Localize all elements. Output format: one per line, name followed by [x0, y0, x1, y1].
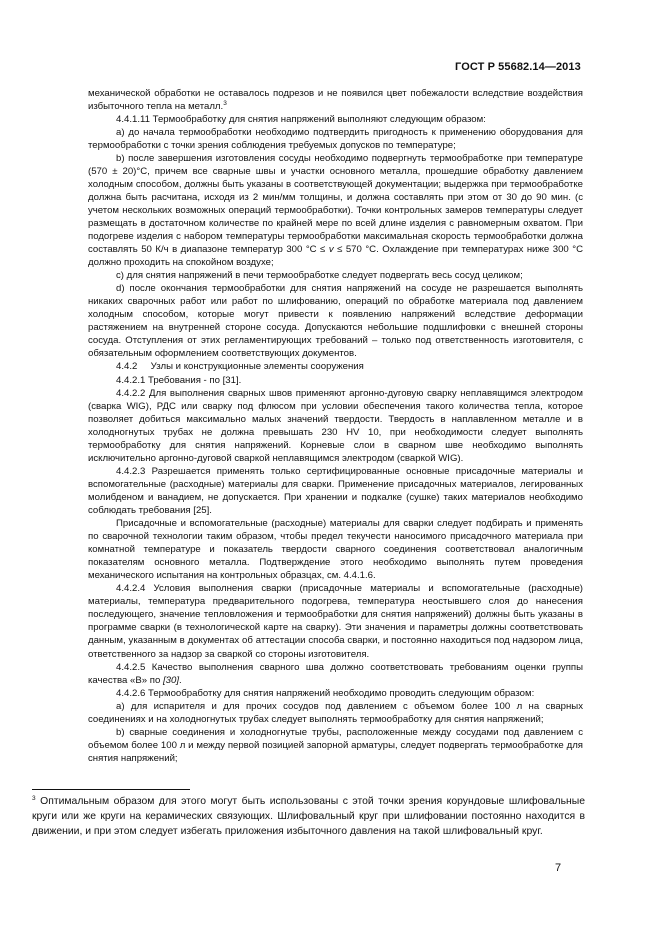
list-item-a-2: a) для испарителя и для прочих сосудов под давлением с объемом более 100 л на сварных соединениях и на холодногнутых трубах следует выполнять термообработку для снятия напряжений; [88, 700, 583, 725]
filler-materials-paragraph: Присадочные и вспомогательные (расходные) материалы для сварки следует подбирать и применять по сварочной технологии таким образом, чтобы предел текучести наносимого присадочного материала при комнатной температуре и показатель твердости сварного соединения соответствовал аналогичным показателям основного металла. Подтверждение этого необходимо выполнять путем проведения механического испытания на контрольных образцах, см. 4.4.1.6. [88, 518, 583, 582]
footnote [32, 794, 585, 840]
footnote-text: Оптимальным образом для этого могут быть использованы с этой точки зрения корундовые шлифовальные круги или же круги на керамических связующих. Шлифовальный круг при шлифовании постоянно находится в движении, и при этом следует избегать приложения избыточного давления на такой шлифовальный круг. [32, 796, 585, 838]
velocity-variable: v [328, 244, 334, 256]
clause-4-4-1-11: 4.4.1.11 Термообработку для снятия напряжений выполняют следующим образом: [116, 113, 486, 125]
list-item-b: b) после завершения изготовления сосуды необходимо подвергнуть термообработке при температуре (570 ± 20)°С, причем все сварные швы и участки основного металла, прошедшие обработку давлением холодным способом, должны быть указаны в соответствующей документации; выдержка при термообработке должна быть расчитана, исходя из 2 мин/мм толщины, и должна составлять при этом от 30 до 90 мин. (с учетом нескольких возможных операций термообработки). Точки контрольных замеров температуры следует размещать в достаточном количестве по крайней мере по всей длине изделия с равномерным охватом. При подогреве изделия с набором температуры термообработки максимальная скорость термообработки должна составлять 50 К/ч в диапазоне температур 300 °С ≤ v ≤ 570 °С. Охлаждение при температурах ниже 300 °С должно проходить на спокойном воздухе; [88, 152, 583, 269]
list-item-a: a) до начала термообработки необходимо подтвердить пригодность к применению оборудования для термообработки с точки зрения соблюдения требуемых допусков по температуре; [88, 126, 583, 151]
footnote-reference: 3 [223, 99, 227, 107]
page-number: 7 [555, 862, 562, 874]
footnote-mark: 3 [32, 795, 36, 802]
clause-4-4-2-3: 4.4.2.3 Разрешается применять только сертифицированные основные присадочные материалы и вспомогательные (расходные) материалы для сварки. Применение присадочных материалов, легированных молибденом и ванадием, не допускается. При хранении и подкалке (сушке) таких материалов необходимо соблюдать требования [25]. [88, 465, 583, 516]
list-item-c: c) для снятия напряжений в печи термообработке следует подвергать весь сосуд целиком; [116, 270, 523, 282]
standard-header: ГОСТ Р 55682.14—2013 [455, 61, 581, 73]
clause-4-4-2-heading: 4.4.2 Узлы и конструкционные элементы сооружения [116, 361, 364, 373]
reference-30: [30] [162, 674, 179, 686]
clause-4-4-2-1: 4.4.2.1 Требования - по [31]. [116, 374, 242, 386]
footnote-divider [32, 789, 190, 790]
clause-4-4-2-4: 4.4.2.4 Условия выполнения сварки (присадочные материалы и вспомогательные (расходные) материалы, температура предварительного подогрева, температура неостывшего слоя до нанесения последующего, значение тепловложения и термообработки для снятия напряжений) должны быть указаны в программе сварки (в технологической карте на сварку). Эти значения и параметры должны соответствовать данным, указанным в документах об аттестации способа сварки, и постоянно находиться под надзором лица, ответственного за надзор за сваркой со стороны изготовителя. [88, 583, 583, 660]
list-item-b-2: b) сварные соединения и холодногнутые трубы, расположенные между сосудами под давлением с объемом более 100 л и между первой позицией запорной арматуры, следует подвергать термообработке для снятия напряжений; [88, 726, 583, 764]
clause-4-4-2-5: 4.4.2.5 Качество выполнения сварного шва должно соответствовать требованиям оценки группы качества «В» по [30]. [88, 661, 583, 686]
clause-4-4-2-6: 4.4.2.6 Термообработку для снятия напряжений необходимо проводить следующим образом: [116, 687, 535, 699]
clause-4-4-2-2: 4.4.2.2 Для выполнения сварных швов применяют аргонно-дуговую сварку неплавящимся электродом (сварка WIG), РДС или сварку под флюсом при условии обеспечения такого количества тепла, которое позволяет добиться максимально малых значений твердости. Твердость в наплавленном металле и в холодногнутых трубах не должна превышать 230 HV 10, при необходимости следует выполнять термообработку для снятия напряжений. Корневые слои в сварном шве необходимо выполнять исключительно аргонно-дуговой сваркой неплавящимся электродом (сваркой WIG). [88, 387, 583, 464]
body-text [88, 87, 583, 765]
list-item-d: d) после окончания термообработки для снятия напряжений на сосуде не разрешается выполнять никаких сварочных работ или работ по шлифованию, операций по обработке материала под давлением холодным способом, которые могут привести к появлению напряжений вследствие деформации растяжением на внутренней стороне сосуда. Допускаются небольшие подшлифовки с внешней стороны сосуда. Отступления от этих регламентирующих требований – только под ответственность изготовителя, с обязательным оформлением соответствующих документов. [88, 283, 583, 360]
paragraph-continuation: механической обработки не оставалось подрезов и не появился цвет побежалости вследствие воздействия избыточного тепла на металл.$^3$ [88, 87, 583, 112]
